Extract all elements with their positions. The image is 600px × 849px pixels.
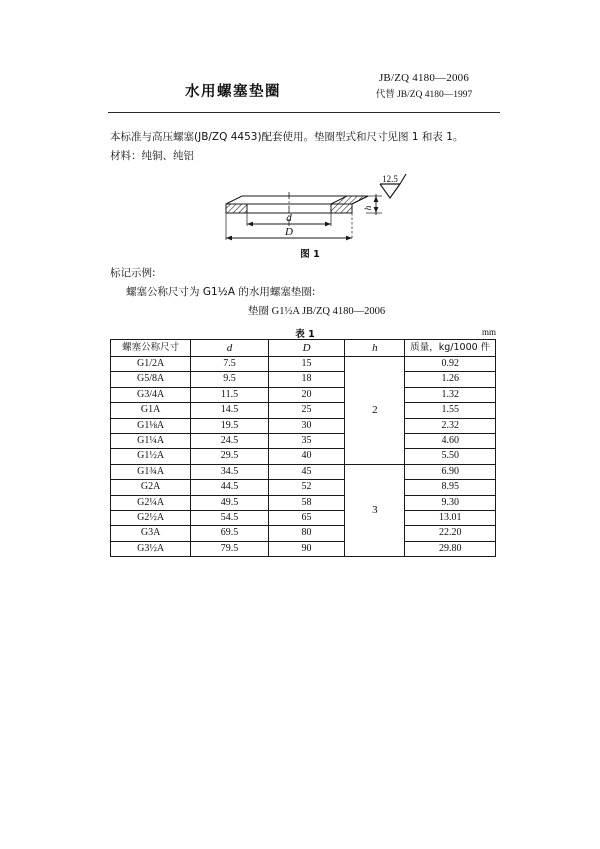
cell-D: 58 — [268, 495, 345, 510]
table-row — [111, 495, 496, 510]
column-header-mass: 质量，kg/1000 件 — [405, 340, 496, 357]
cell-mass: 1.55 — [405, 403, 496, 418]
cell-D: 65 — [268, 511, 345, 526]
cell-D: 35 — [268, 434, 345, 449]
table-row — [111, 526, 496, 541]
table-row — [111, 418, 496, 433]
cell-d: 69.5 — [191, 526, 268, 541]
cell-nominal-size: G3/4A — [111, 387, 191, 402]
marking-designation: 垫圈 G1½A JB/ZQ 4180—2006 — [248, 306, 386, 317]
intro-text — [110, 128, 510, 166]
cell-mass: 29.80 — [405, 541, 496, 556]
intro-line-2: 材料：纯铜、纯铝 — [110, 150, 194, 162]
cell-D: 15 — [268, 357, 345, 372]
cell-nominal-size: G1¾A — [111, 464, 191, 479]
cell-mass: 13.01 — [405, 511, 496, 526]
cell-h: 3 — [345, 464, 405, 556]
cell-d: 29.5 — [191, 449, 268, 464]
cell-nominal-size: G1A — [111, 403, 191, 418]
marking-heading: 标记示例: — [110, 267, 156, 279]
cell-nominal-size: G3A — [111, 526, 191, 541]
cell-nominal-size: G1⅛A — [111, 418, 191, 433]
cell-mass: 6.90 — [405, 464, 496, 479]
cell-d: 24.5 — [191, 434, 268, 449]
table-unit-label: mm — [481, 327, 496, 337]
cell-d: 11.5 — [191, 387, 268, 402]
cell-D: 80 — [268, 526, 345, 541]
table-body — [111, 357, 496, 557]
column-header-d: d — [191, 340, 268, 357]
cell-nominal-size: G2A — [111, 480, 191, 495]
cell-mass: 2.32 — [405, 418, 496, 433]
cell-d: 7.5 — [191, 357, 268, 372]
page-title: 水用螺塞垫圈 — [185, 84, 281, 100]
cell-d: 19.5 — [191, 418, 268, 433]
table-row — [111, 372, 496, 387]
table-row — [111, 511, 496, 526]
standard-identifier — [348, 72, 500, 100]
cell-D: 25 — [268, 403, 345, 418]
standard-number: JB/ZQ 4180—2006 — [378, 72, 470, 84]
header-divider — [108, 112, 500, 113]
table-row — [111, 387, 496, 402]
column-header-nominal-size: 螺塞公称尺寸 — [111, 340, 191, 357]
cell-mass: 4.60 — [405, 434, 496, 449]
table-row — [111, 434, 496, 449]
cell-mass: 1.32 — [405, 387, 496, 402]
intro-line-1: 本标准与高压螺塞(JB/ZQ 4453)配套使用。垫圈型式和尺寸见图 1 和表 1。 — [110, 131, 464, 143]
cell-d: 14.5 — [191, 403, 268, 418]
figure-caption: 图 1 — [300, 249, 320, 260]
cell-D: 52 — [268, 480, 345, 495]
dimensions-table — [110, 339, 496, 557]
roughness-value: 12.5 — [382, 174, 398, 184]
table-caption: 表 1 — [295, 329, 315, 340]
cell-D: 20 — [268, 387, 345, 402]
cell-D: 90 — [268, 541, 345, 556]
dimension-label-h: h — [364, 205, 374, 211]
cell-d: 34.5 — [191, 464, 268, 479]
dimension-label-d: d — [286, 212, 292, 224]
table-row — [111, 464, 496, 479]
table-row — [111, 403, 496, 418]
table-row — [111, 480, 496, 495]
marking-example-block — [110, 264, 510, 321]
column-header-h: h — [345, 340, 405, 357]
cell-mass: 22.20 — [405, 526, 496, 541]
cell-d: 54.5 — [191, 511, 268, 526]
cell-D: 30 — [268, 418, 345, 433]
cell-d: 44.5 — [191, 480, 268, 495]
cell-D: 18 — [268, 372, 345, 387]
cell-nominal-size: G2¼A — [111, 495, 191, 510]
document-header — [108, 72, 500, 106]
cell-h: 2 — [345, 357, 405, 465]
cell-nominal-size: G3½A — [111, 541, 191, 556]
standard-replaces: 代替 JB/ZQ 4180—1997 — [375, 90, 473, 100]
table-row — [111, 357, 496, 372]
column-header-D: D — [268, 340, 345, 357]
cell-mass: 9.30 — [405, 495, 496, 510]
cell-d: 49.5 — [191, 495, 268, 510]
cell-D: 40 — [268, 449, 345, 464]
cell-nominal-size: G2½A — [111, 511, 191, 526]
dimension-label-D: D — [285, 226, 293, 238]
cell-mass: 1.26 — [405, 372, 496, 387]
table-row — [111, 541, 496, 556]
cell-d: 9.5 — [191, 372, 268, 387]
cell-mass: 0.92 — [405, 357, 496, 372]
table-row — [111, 449, 496, 464]
cell-nominal-size: G1¼A — [111, 434, 191, 449]
marking-description: 螺塞公称尺寸为 G1½A 的水用螺塞垫圈: — [126, 286, 316, 298]
cell-mass: 8.95 — [405, 480, 496, 495]
cell-nominal-size: G5/8A — [111, 372, 191, 387]
cell-mass: 5.50 — [405, 449, 496, 464]
cell-d: 79.5 — [191, 541, 268, 556]
surface-roughness-symbol — [380, 174, 406, 198]
cell-nominal-size: G1½A — [111, 449, 191, 464]
cell-nominal-size: G1/2A — [111, 357, 191, 372]
cell-D: 45 — [268, 464, 345, 479]
table-header-row — [111, 340, 496, 357]
